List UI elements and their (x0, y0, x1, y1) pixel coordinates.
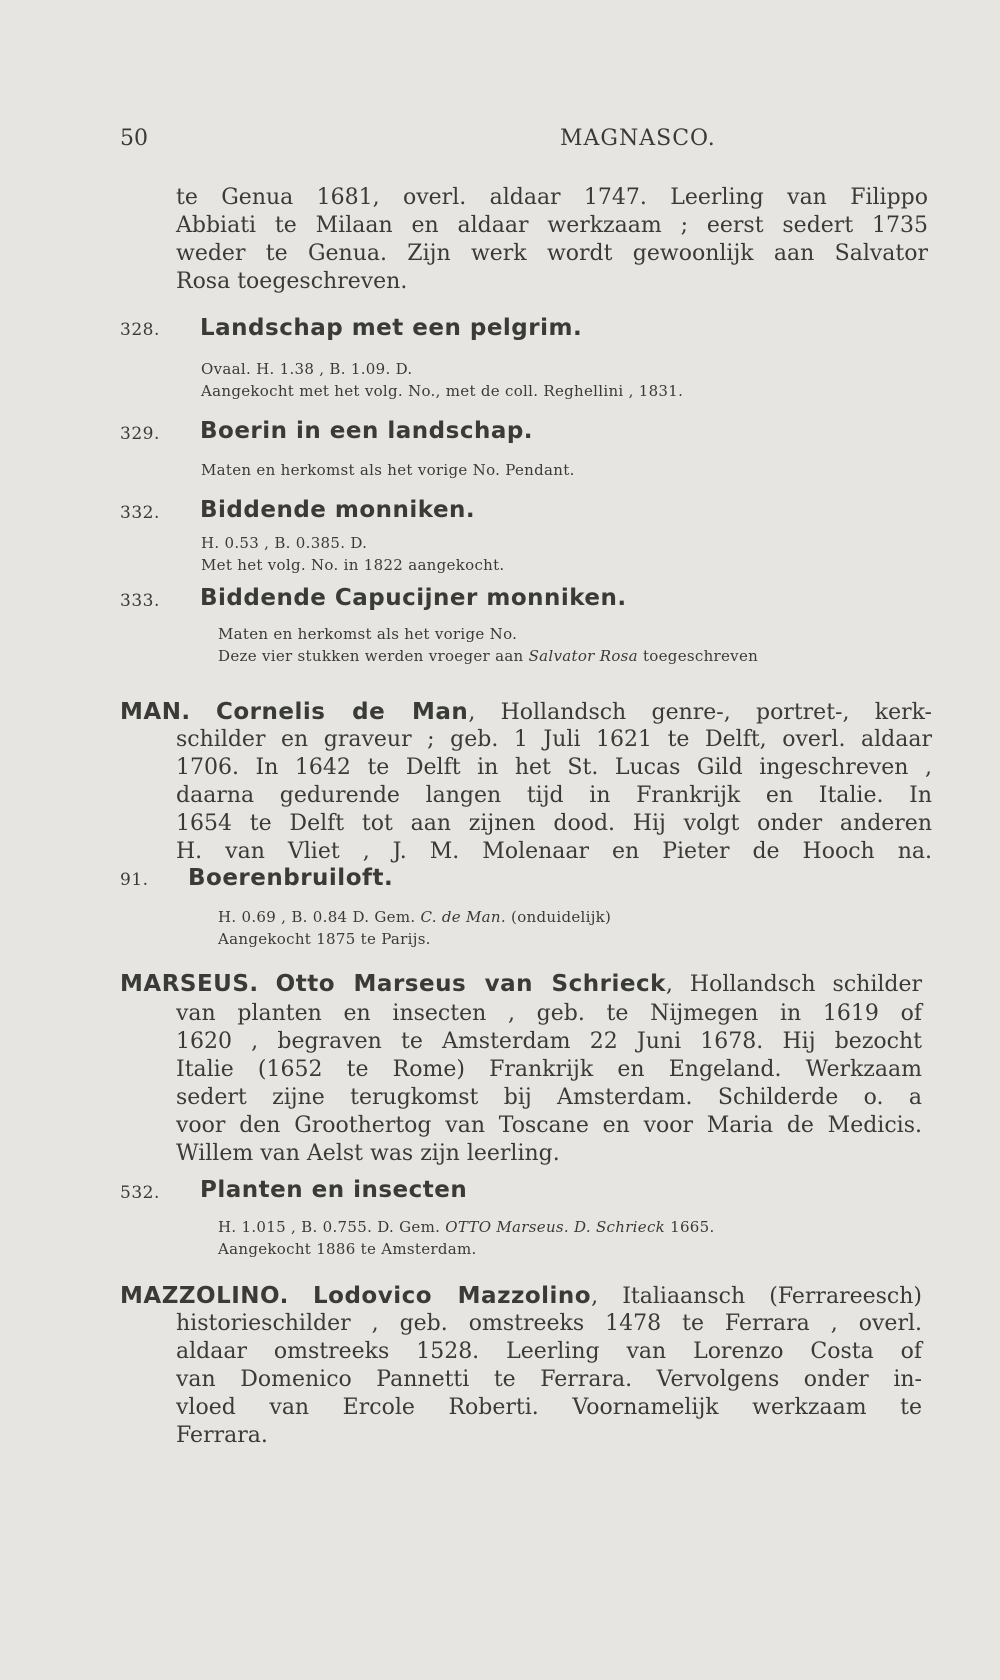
entry-detail-line: H. 0.53 , B. 0.385. D. (201, 534, 368, 552)
catalogue-number: 333. (120, 591, 160, 611)
text-line: weder te Genua. Zijn werk wordt gewoonlijk aan Salvator (176, 241, 928, 266)
artist-heading: MARSEUS. (120, 971, 259, 997)
entry-detail-line: Aangekocht 1886 te Amsterdam. (218, 1240, 477, 1258)
entry-332 (120, 503, 160, 523)
artist-entry-marseus (120, 970, 922, 998)
catalogue-number: 91. (120, 870, 149, 890)
text-line: schilder en graveur ; geb. 1 Juli 1621 te Delft, overl. aldaar (176, 727, 932, 752)
entry-91 (120, 870, 149, 890)
artist-name: Lodovico Mazzolino (312, 1283, 592, 1309)
entry-detail-line: H. 1.015 , B. 0.755. D. Gem. OTTO Marseus. D. Schrieck 1665. (218, 1218, 715, 1236)
artist-entry-man (120, 698, 932, 726)
page-number: 50 (120, 126, 148, 151)
entry-detail-line: Ovaal. H. 1.38 , B. 1.09. D. (201, 360, 413, 378)
entry-details (218, 623, 758, 667)
catalogue-number: 329. (120, 424, 160, 444)
text-line: 1620 , begraven te Amsterdam 22 Juni 1678. Hij bezocht (176, 1029, 922, 1054)
artist-name: Cornelis de Man (215, 699, 469, 725)
text-line: Italie (1652 te Rome) Frankrijk en Engeland. Werkzaam (176, 1057, 922, 1082)
entry-details (201, 532, 505, 576)
text-line: voor den Groothertog van Toscane en voor Maria de Medicis. (176, 1113, 922, 1138)
text-line: van planten en insecten , geb. te Nijmegen in 1619 of (176, 1001, 922, 1026)
running-header (120, 126, 920, 156)
text-line: Abbiati te Milaan en aldaar werkzaam ; eerst sedert 1735 (176, 213, 928, 238)
entry-detail-line: H. 0.69 , B. 0.84 D. Gem. C. de Man. (onduidelijk) (218, 908, 612, 926)
text-line: aldaar omstreeks 1528. Leerling van Lorenzo Costa of (176, 1339, 922, 1364)
entry-details (218, 906, 611, 950)
text-line: daarna gedurende langen tijd in Frankrijk en Italie. In (176, 783, 932, 808)
entry-detail-line: Aangekocht 1875 te Parijs. (218, 930, 431, 948)
text-line: historieschilder , geb. omstreeks 1478 te Ferrara , overl. (176, 1311, 922, 1336)
entry-detail-line: Met het volg. No. in 1822 aangekocht. (201, 556, 505, 574)
text-line: 1654 te Delft tot aan zijnen dood. Hij volgt onder anderen (176, 811, 932, 836)
entry-title: Boerenbruiloft. (188, 865, 394, 891)
text-line: sedert zijne terugkomst bij Amsterdam. Schilderde o. a (176, 1085, 922, 1110)
entry-532 (120, 1183, 160, 1203)
artist-heading: MAZZOLINO. (120, 1283, 289, 1309)
entry-detail-line: Aangekocht met het volg. No., met de coll. Reghellini , 1831. (201, 382, 684, 400)
text-line: te Genua 1681, overl. aldaar 1747. Leerling van Filippo (176, 185, 928, 210)
entry-details (218, 1216, 715, 1260)
text-line: H. van Vliet , J. M. Molenaar en Pieter de Hooch na. (176, 839, 932, 864)
artist-bio-man (176, 726, 932, 866)
intro-paragraph (176, 184, 928, 296)
text-line: MAN. Cornelis de Man, Hollandsch genre-, portret-, kerk- (120, 699, 932, 725)
entry-329 (120, 424, 160, 444)
entry-title: Biddende monniken. (200, 497, 476, 523)
running-title: MAGNASCO. (560, 126, 716, 151)
text-line: MAZZOLINO. Lodovico Mazzolino, Italiaansch (Ferrareesch) (120, 1283, 922, 1309)
catalogue-number: 332. (120, 503, 160, 523)
entry-title: Landschap met een pelgrim. (200, 315, 583, 341)
entry-details (201, 459, 575, 481)
entry-title: Boerin in een landschap. (200, 418, 534, 444)
artist-bio-mazzolino (176, 1310, 922, 1450)
entry-detail-line: Deze vier stukken werden vroeger aan Salvator Rosa toegeschreven (218, 647, 759, 665)
entry-title: Planten en insecten (200, 1177, 468, 1203)
catalogue-number: 328. (120, 320, 160, 340)
catalogue-number: 532. (120, 1183, 160, 1203)
text-line: Willem van Aelst was zijn leerling. (176, 1141, 560, 1166)
text-line: Ferrara. (176, 1423, 268, 1448)
entry-title: Biddende Capucijner monniken. (200, 585, 627, 611)
artist-entry-mazzolino (120, 1282, 922, 1310)
artist-heading: MAN. (120, 699, 191, 725)
artist-name: Otto Marseus van Schrieck (275, 971, 666, 997)
entry-328 (120, 320, 160, 340)
artist-bio-marseus (176, 1000, 922, 1168)
entry-details (201, 358, 683, 402)
entry-detail-line: Maten en herkomst als het vorige No. (218, 625, 518, 643)
text-line: vloed van Ercole Roberti. Voornamelijk werkzaam te (176, 1395, 922, 1420)
text-line: van Domenico Pannetti te Ferrara. Vervolgens onder in- (176, 1367, 922, 1392)
text-line: MARSEUS. Otto Marseus van Schrieck, Hollandsch schilder (120, 971, 923, 997)
text-line: Rosa toegeschreven. (176, 269, 408, 294)
text-line: 1706. In 1642 te Delft in het St. Lucas Gild ingeschreven , (176, 755, 932, 780)
entry-detail-line: Maten en herkomst als het vorige No. Pendant. (201, 461, 575, 479)
entry-333 (120, 591, 160, 611)
